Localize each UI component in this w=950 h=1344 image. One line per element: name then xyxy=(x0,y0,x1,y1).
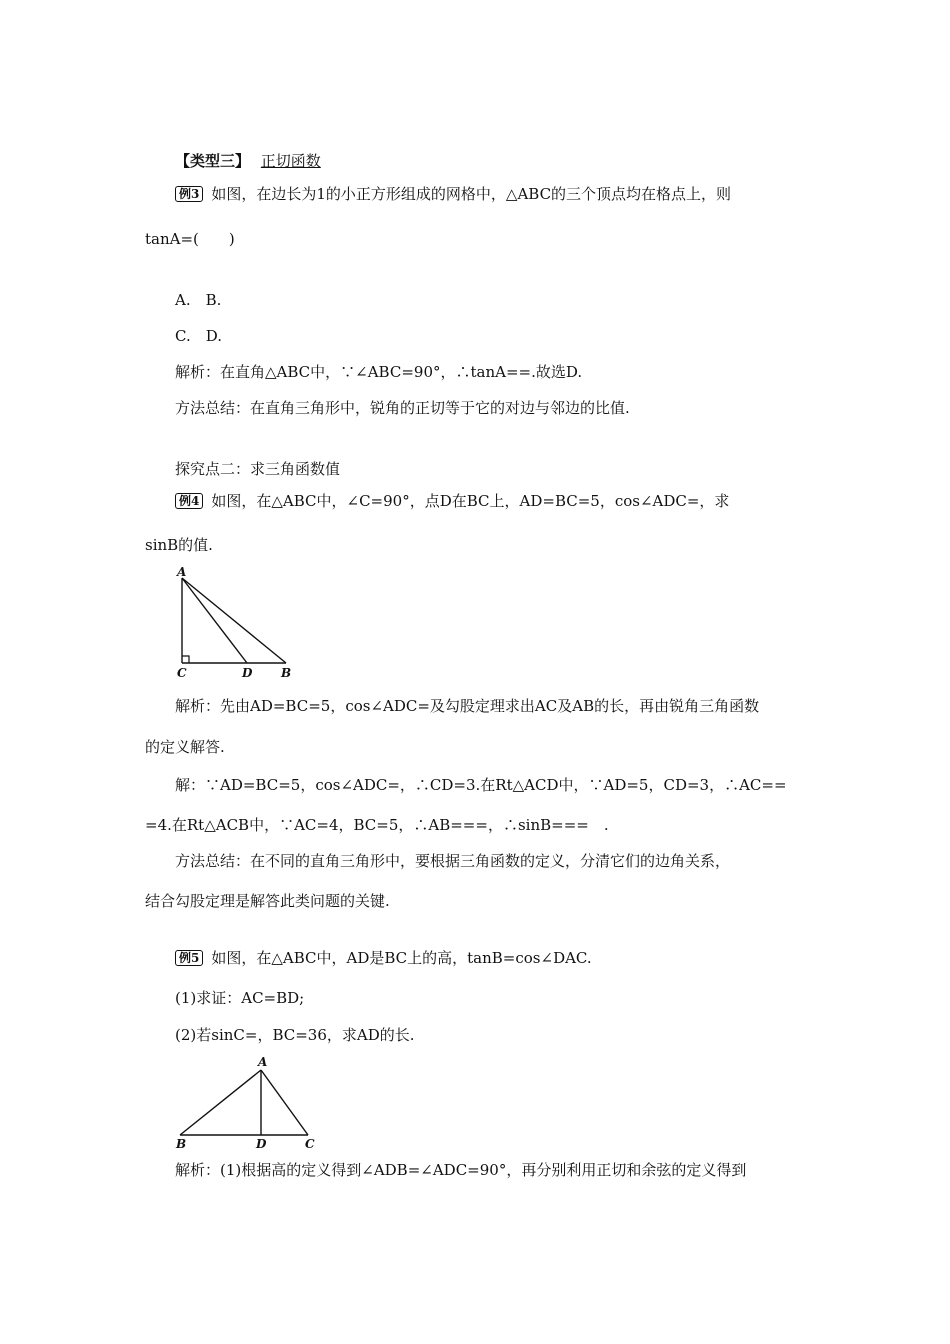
example4-stem-line1 xyxy=(175,491,729,511)
label-b: B xyxy=(176,1137,187,1151)
example3-analysis: 解析：在直角△ABC中，∵∠ABC=90°，∴tanA==.故选D. xyxy=(175,363,583,381)
example4-tag: 例4 xyxy=(175,493,203,509)
example3-text1: 如图，在边长为1的小正方形组成的网格中，△ABC的三个顶点均在格点上，则 xyxy=(211,185,732,203)
example3-stem-line1 xyxy=(175,184,731,204)
label-c: C xyxy=(305,1137,315,1151)
side-ab xyxy=(180,1070,261,1135)
right-angle-mark xyxy=(182,656,189,663)
label-b: B xyxy=(281,666,292,680)
example4-analysis-line2: 的定义解答. xyxy=(145,738,225,756)
section-type3-heading xyxy=(175,151,321,171)
example3-options-cd: C. D. xyxy=(175,327,222,345)
section-title: 正切函数 xyxy=(260,152,321,170)
example5-analysis: 解析：(1)根据高的定义得到∠ADB=∠ADC=90°，再分别利用正切和余弦的定义得到 xyxy=(175,1161,747,1179)
label-a: A xyxy=(258,1055,268,1069)
side-ab xyxy=(182,578,286,663)
example3-stem-line2: tanA=( ) xyxy=(145,230,235,248)
example4-analysis-line1: 解析：先由AD=BC=5，cos∠ADC=及勾股定理求出AC及AB的长，再由锐角三角函数 xyxy=(175,697,760,715)
example5-tag: 例5 xyxy=(175,950,203,966)
example4-triangle-figure xyxy=(170,564,300,682)
example4-summary-line2: 结合勾股定理是解答此类问题的关键. xyxy=(145,892,390,910)
example5-triangle-figure xyxy=(170,1053,330,1151)
example5-question2: (2)若sinC=，BC=36，求AD的长. xyxy=(175,1026,415,1044)
example4-text1: 如图，在△ABC中，∠C=90°，点D在BC上，AD=BC=5，cos∠ADC=，求 xyxy=(211,492,730,510)
point2-heading: 探究点二：求三角函数值 xyxy=(175,460,341,478)
example5-question1: (1)求证：AC=BD; xyxy=(175,989,305,1007)
example4-solution-line1: 解：∵AD=BC=5，cos∠ADC=，∴CD=3.在Rt△ACD中，∵AD=5，CD=3，∴AC== xyxy=(175,776,787,794)
example3-summary: 方法总结：在直角三角形中，锐角的正切等于它的对边与邻边的比值. xyxy=(175,399,630,417)
label-d: D xyxy=(242,666,253,680)
label-a: A xyxy=(177,565,187,579)
example3-tag: 例3 xyxy=(175,186,203,202)
example3-options-ab: A. B. xyxy=(175,291,222,309)
example4-stem-line2: sinB的值. xyxy=(145,536,213,554)
example4-summary-line1: 方法总结：在不同的直角三角形中，要根据三角函数的定义，分清它们的边角关系， xyxy=(175,852,731,870)
label-d: D xyxy=(256,1137,267,1151)
example5-stem xyxy=(175,948,592,968)
example4-solution-line2: =4.在Rt△ACB中，∵AC=4，BC=5，∴AB===，∴sinB=== . xyxy=(145,816,609,834)
example5-text1: 如图，在△ABC中，AD是BC上的高，tanB=cos∠DAC. xyxy=(211,949,592,967)
section-label: 【类型三】 xyxy=(175,152,251,170)
segment-ad xyxy=(182,578,247,663)
side-ac xyxy=(261,1070,308,1135)
label-c: C xyxy=(177,666,187,680)
